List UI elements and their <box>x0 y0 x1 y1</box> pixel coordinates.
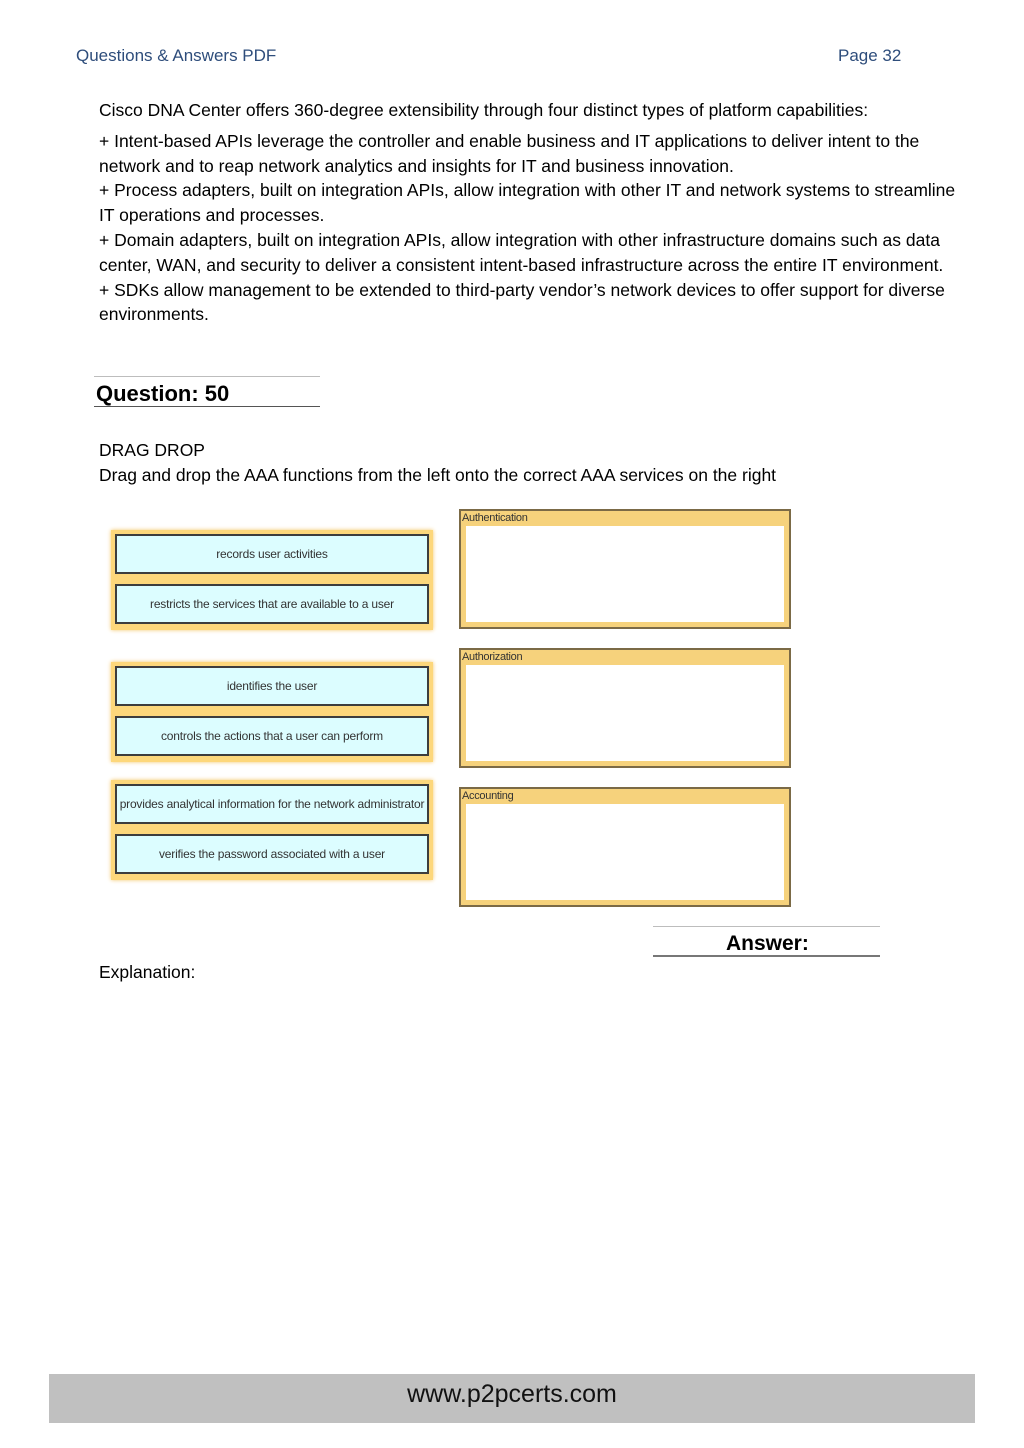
intro-item: + Intent-based APIs leverage the controller and enable business and IT applications to deliver intent to the network and to reap network analytics and insights for IT and business innovation. <box>99 130 920 176</box>
drag-drop-exhibit <box>107 505 797 915</box>
target-label: Authentication <box>462 512 528 524</box>
divider <box>653 955 880 957</box>
drop-zone[interactable] <box>466 526 784 622</box>
divider <box>94 376 320 377</box>
drag-item-records-user-activities[interactable]: records user activities <box>115 534 429 574</box>
target-label: Accounting <box>462 790 514 802</box>
drag-item-provides-analytical-info[interactable]: provides analytical information for the network administrator <box>115 784 429 824</box>
question-type: DRAG DROP <box>99 440 205 460</box>
drop-zone[interactable] <box>466 665 784 761</box>
header-title: Questions & Answers PDF <box>76 46 277 65</box>
explanation-label: Explanation: <box>99 962 196 982</box>
question-prompt: Drag and drop the AAA functions from the left onto the correct AAA services on the right <box>99 465 777 485</box>
drop-target-authorization[interactable] <box>459 648 791 768</box>
question-text <box>99 438 776 488</box>
drop-target-authentication[interactable] <box>459 509 791 629</box>
drag-source-group <box>111 662 433 762</box>
intro-item: + Process adapters, built on integration APIs, allow integration with other IT and network systems to streamline IT operations and processes. <box>99 180 956 226</box>
intro-text <box>99 98 959 327</box>
drag-item-restricts-services[interactable]: restricts the services that are available to a user <box>115 584 429 624</box>
question-title: Question: 50 <box>96 381 230 406</box>
drag-source-group <box>111 530 433 630</box>
divider <box>653 926 880 927</box>
drag-item-controls-actions[interactable]: controls the actions that a user can perform <box>115 716 429 756</box>
target-label: Authorization <box>462 651 523 663</box>
answer-heading: Answer: <box>726 932 809 955</box>
intro-lead: Cisco DNA Center offers 360-degree extensibility through four distinct types of platform capabilities: <box>99 100 869 120</box>
drop-zone[interactable] <box>466 804 784 900</box>
drop-target-accounting[interactable] <box>459 787 791 907</box>
page-number: Page 32 <box>838 46 902 65</box>
intro-item: + Domain adapters, built on integration APIs, allow integration with other infrastructure domains such as data center, WAN, and security to deliver a consistent intent-based infrastructure across the entire IT environment. <box>99 229 944 275</box>
drag-source-group <box>111 780 433 880</box>
intro-item: + SDKs allow management to be extended to third-party vendor’s network devices to offer support for diverse environments. <box>99 279 945 325</box>
footer-bar <box>49 1374 975 1423</box>
drag-item-verifies-password[interactable]: verifies the password associated with a user <box>115 834 429 874</box>
footer-url[interactable]: www.p2pcerts.com <box>407 1380 617 1408</box>
divider <box>94 406 320 407</box>
drag-item-identifies-user[interactable]: identifies the user <box>115 666 429 706</box>
